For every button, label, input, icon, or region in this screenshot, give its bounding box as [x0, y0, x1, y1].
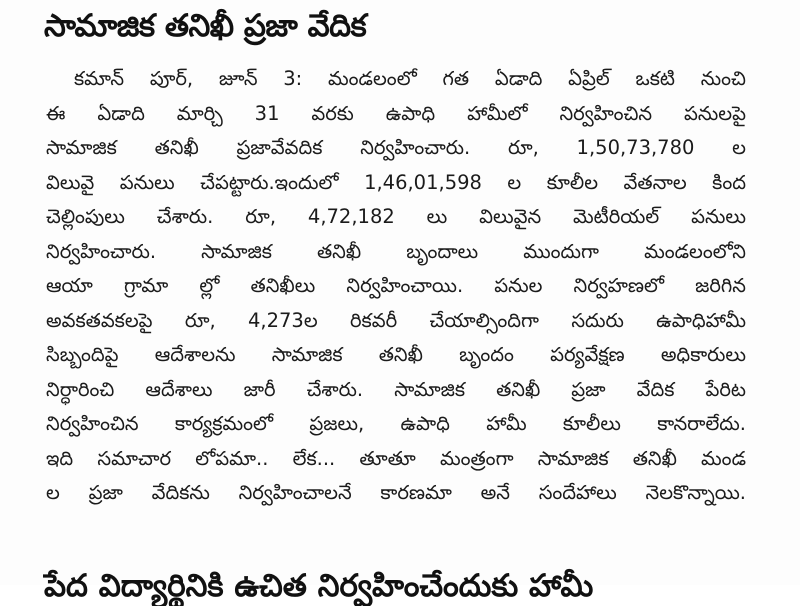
article-line: ఆయా గ్రామా ల్లో తనిఖీలు నిర్వహించాయి. పనుల నిర్వహణలో జరిగిన [46, 274, 746, 297]
article-headline: సామాజిక తనిఖీ ప్రజా వేదిక [44, 8, 367, 44]
article-line: నిర్వహించిన కార్యక్రమంలో ప్రజలు, ఉపాధి హామీ కూలీలు కానరాలేదు. [46, 412, 746, 435]
article-line: చెల్లింపులు చేశారు. రూ, 4,72,182 లు విలువైన మెటీరియల్ పనులు [46, 205, 746, 228]
article-line: అవకతవకలపై రూ, 4,273ల రికవరీ చేయాల్సిందిగా సదురు ఉపాధిహామీ [46, 308, 746, 332]
article-line: నిర్ధారించి ఆదేశాలు జారీ చేశారు. సామాజిక తనిఖీ ప్రజా వేదిక పేరిట [46, 377, 746, 401]
article-line: విలువై పనులు చేపట్టారు.ఇందులో 1,46,01,598 ల కూలీల వేతనాల కింద [46, 170, 746, 194]
article-line: ల ప్రజా వేదికను నిర్వహించాలనే కారణమా అనే సందేహాలు నెలకొన్నాయి. [46, 481, 746, 504]
article-line: సిబ్బందిపై ఆదేశాలను సామాజిక తనిఖీ బృందం పర్యవేక్షణ అధికారులు [46, 343, 746, 366]
article-line: సామాజిక తనిఖీ ప్రజావేవదిక నిర్వహించారు. రూ, 1,50,73,780 ల [46, 136, 746, 159]
article-line: నిర్వహించారు. సామాజిక తనిఖీ బృందాలు ముందుగా మండలంలోని [46, 239, 746, 263]
article-line: కమాన్ పూర్, జూన్ 3: మండలంలో గత ఏడాది ఏప్రిల్ ఒకటి నుంచి [74, 67, 746, 90]
article-line: ఈ ఏడాది మార్చి 31 వరకు ఉపాధి హామీలో నిర్వహించిన పనులపై [46, 101, 746, 125]
next-article-headline: పేద విద్యార్థినికి ఉచిత నిర్వహించేందుకు హామీ [44, 568, 594, 604]
article-line: ఇది సమాచార లోపమా.. లేక... తూతూ మంత్రంగా సామాజిక తనిఖీ మండ [46, 446, 746, 470]
article-body [46, 62, 746, 511]
